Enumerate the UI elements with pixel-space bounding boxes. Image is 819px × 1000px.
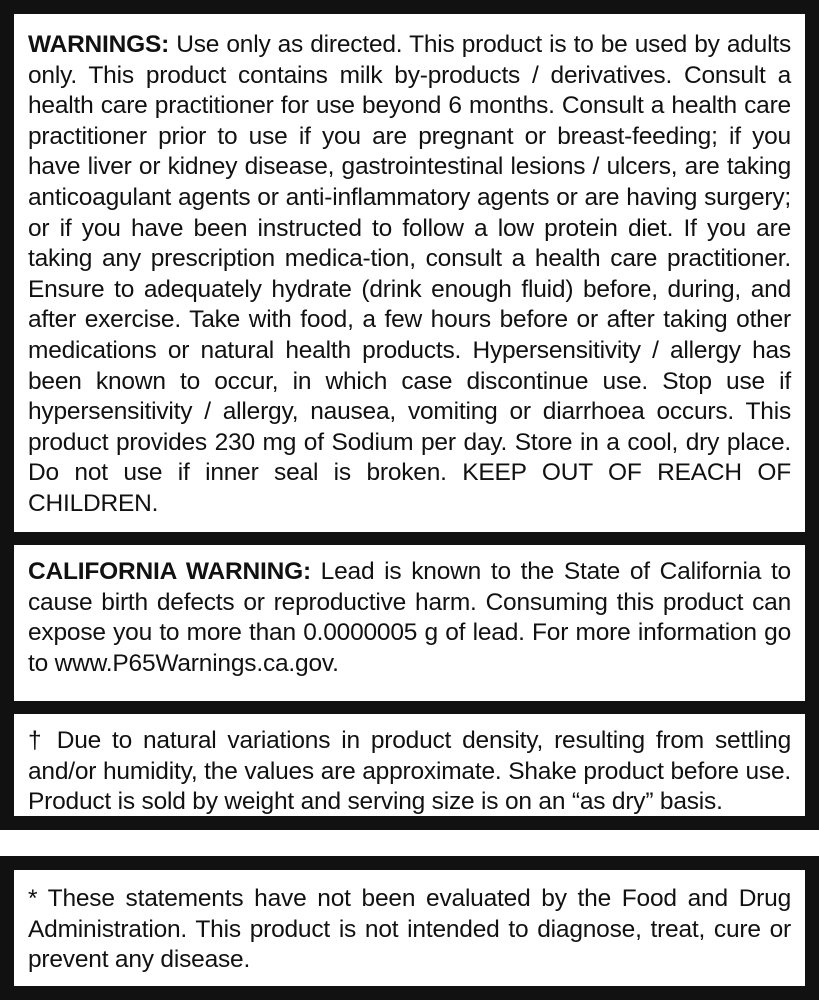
density-note-paragraph: † Due to natural variations in product density, resulting from settling and/or humidity, the values are approximate. Shake product before use. Product is sold by weight and serving size is on an “as dry” basis. xyxy=(28,727,791,816)
section-divider xyxy=(14,701,805,714)
california-warning-section xyxy=(14,545,805,701)
warnings-body: Use only as directed. This product is to be used by adults only. This product contains milk by-products / derivatives. Consult a health care practitioner for use beyond 6 months. Consult a health care practitioner prior to use if you are pregnant or breast-feeding; if you have liver or kidney disease, gastrointestinal lesions / ulcers, are taking anticoagulant agents or anti-inflammatory agents or are having surgery; or if you have been instructed to follow a low protein diet. If you are taking any prescription medica-tion, consult a health care practitioner. Ensure to adequately hydrate (drink enough fluid) before, during, and after exercise. Take with food, a few hours before or after taking other medications or natural health products. Hypersensitivity / allergy has been known to occur, in which case discontinue use. Stop use if hypersensitivity / allergy, nausea, vomiting or diarrhoea occurs. This product provides 230 mg of Sodium per day. Store in a cool, dry place. Do not use if inner seal is broken. KEEP OUT OF REACH OF CHILDREN. xyxy=(28,31,791,517)
warnings-heading: WARNINGS: xyxy=(28,31,170,58)
fda-disclaimer-panel xyxy=(0,856,819,1000)
fda-disclaimer-paragraph: * These statements have not been evaluated by the Food and Drug Administration. This product is not intended to diagnose, treat, cure or prevent any disease. xyxy=(28,885,791,974)
density-note-section xyxy=(14,714,805,830)
section-divider xyxy=(14,532,805,545)
california-warning-heading: CALIFORNIA WARNING: xyxy=(28,558,311,585)
california-warning-body: Lead is known to the State of California to cause birth defects or reproductive harm. Consuming this product can expose you to more than 0.0000005 g of lead. For more information go to www.P65Warnings.ca.gov. xyxy=(28,558,791,677)
warnings-section xyxy=(14,14,805,532)
warnings-paragraph xyxy=(28,14,791,520)
california-warning-paragraph xyxy=(28,545,791,679)
